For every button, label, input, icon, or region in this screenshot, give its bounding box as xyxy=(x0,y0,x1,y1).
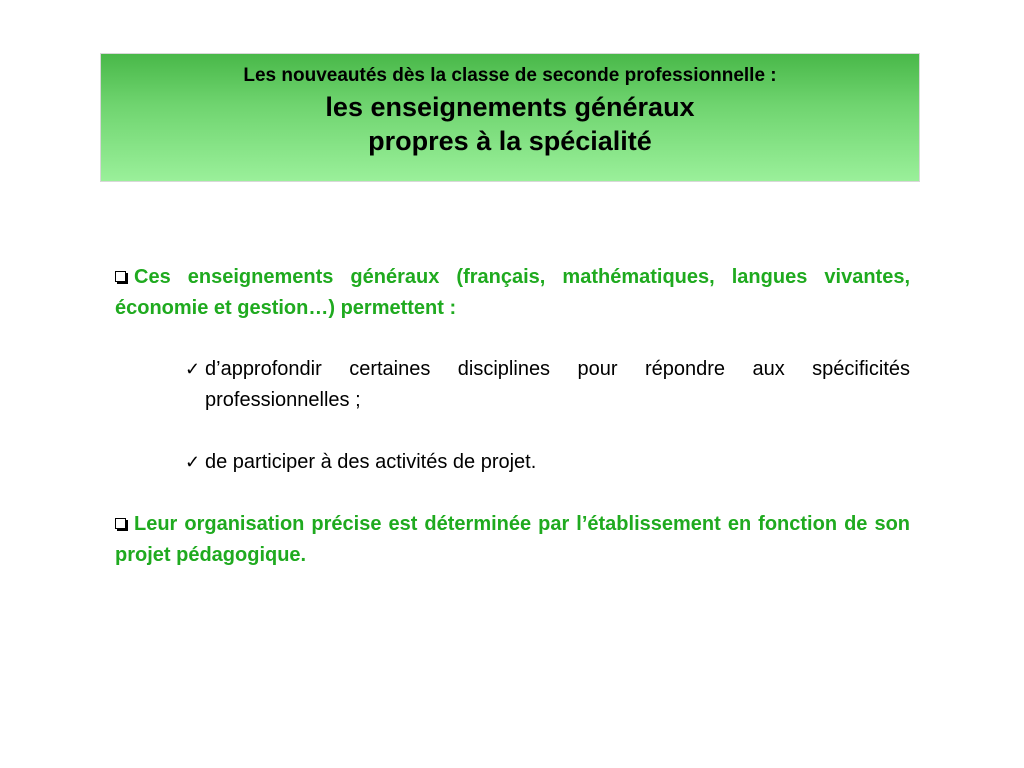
sub-item-2 xyxy=(187,447,910,478)
sub-item-1 xyxy=(187,354,910,416)
bullet-2-text: Leur organisation précise est déterminée par l’établissement en fonction de son projet pédagogique. xyxy=(115,513,910,566)
sub-list xyxy=(187,354,910,478)
title-banner xyxy=(100,53,920,182)
spacer xyxy=(115,324,910,354)
square-box-icon xyxy=(115,271,126,282)
header-title-line-2: propres à la spécialité xyxy=(368,126,652,156)
header-subtitle: Les nouveautés dès la classe de seconde professionnelle : xyxy=(243,65,777,86)
bullet-1-text: Ces enseignements généraux (français, mathématiques, langues vivantes, économie et gestion…) permettent : xyxy=(115,266,910,319)
sub-item-1-text: d’approfondir certaines disciplines pour répondre aux spécificités professionnelles ; xyxy=(205,358,910,411)
sub-item-2-text: de participer à des activités de projet. xyxy=(205,451,537,473)
header-title-line-1: les enseignements généraux xyxy=(325,92,695,122)
square-box-icon xyxy=(115,518,126,529)
bullet-item-1 xyxy=(115,262,910,324)
check-icon: ✓ xyxy=(185,452,201,472)
spacer xyxy=(115,478,910,509)
spacer xyxy=(187,416,910,447)
bullet-item-2 xyxy=(115,509,910,571)
check-icon: ✓ xyxy=(185,359,201,379)
header-title xyxy=(101,90,919,158)
slide-content xyxy=(115,262,910,571)
